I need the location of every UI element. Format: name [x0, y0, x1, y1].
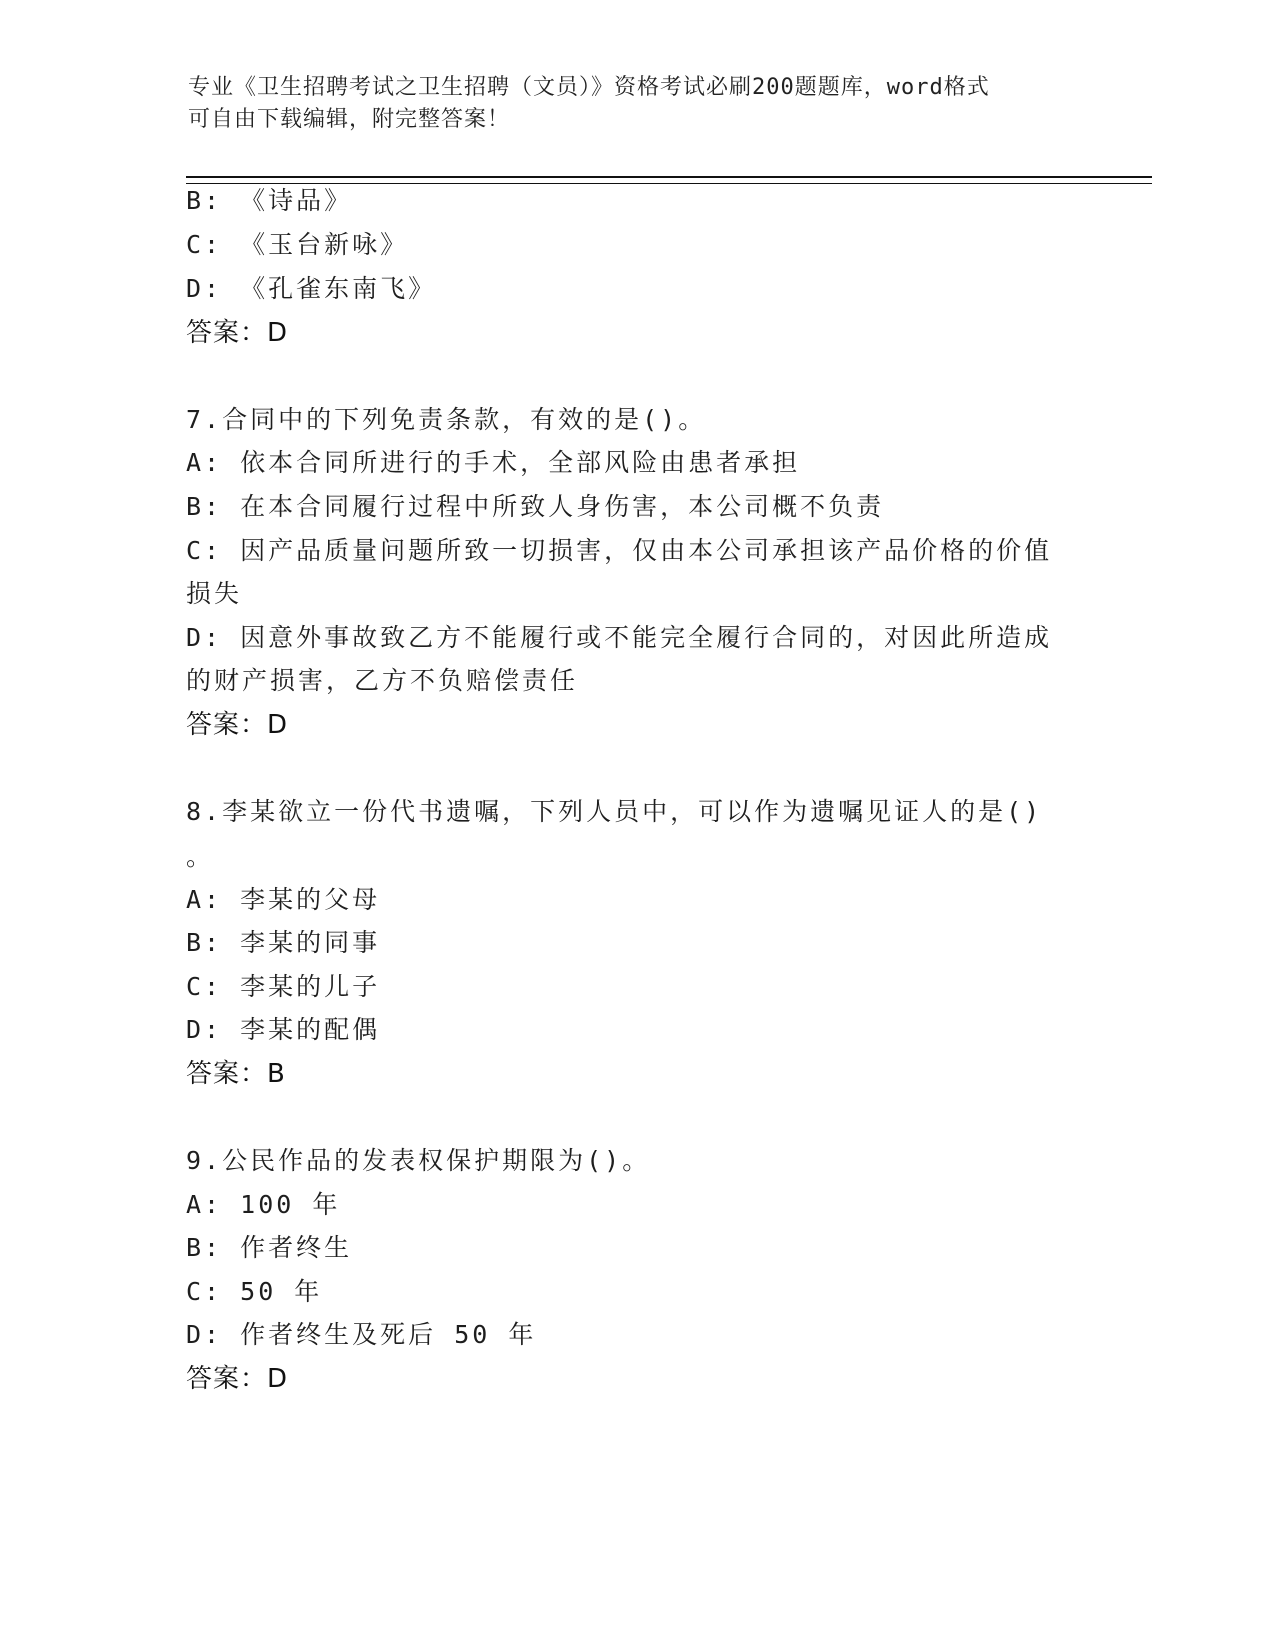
question-8-stem-continued: 。 [186, 842, 215, 871]
question-8-option-a: A: 李某的父母 [186, 885, 381, 914]
header-line-2: 可自由下载编辑，附完整答案！ [188, 107, 511, 132]
question-9-option-c: C: 50 年 [186, 1277, 323, 1306]
question-9-stem: 9.公民作品的发表权保护期限为()。 [186, 1146, 651, 1175]
question-8-stem: 8.李某欲立一份代书遗嘱，下列人员中，可以作为遗嘱见证人的是() [186, 797, 1043, 826]
prev-question-option-b: B: 《诗品》 [186, 186, 353, 215]
question-7-option-b: B: 在本合同履行过程中所致人身伤害，本公司概不负责 [186, 492, 885, 521]
question-7-option-d: D: 因意外事故致乙方不能履行或不能完全履行合同的，对因此所造成 [186, 623, 1053, 652]
question-7-answer: 答案：D [186, 710, 289, 740]
question-9-option-b: B: 作者终生 [186, 1233, 353, 1262]
prev-question-answer: 答案：D [186, 318, 289, 348]
header-line-1: 专业《卫生招聘考试之卫生招聘（文员）》资格考试必刷200题题库，word格式 [188, 75, 990, 100]
question-7-option-c: C: 因产品质量问题所致一切损害，仅由本公司承担该产品价格的价值 [186, 536, 1053, 565]
question-9-answer: 答案：D [186, 1364, 289, 1394]
question-7-option-a: A: 依本合同所进行的手术，全部风险由患者承担 [186, 448, 801, 477]
question-7-option-c-continued: 损失 [186, 579, 243, 608]
question-7-option-d-continued: 的财产损害，乙方不负赔偿责任 [186, 666, 579, 695]
question-8-option-c: C: 李某的儿子 [186, 972, 381, 1001]
prev-question-option-d: D: 《孔雀东南飞》 [186, 274, 437, 303]
prev-question-option-c: C: 《玉台新咏》 [186, 230, 409, 259]
question-9-option-a: A: 100 年 [186, 1190, 341, 1219]
question-8-option-d: D: 李某的配偶 [186, 1015, 381, 1044]
question-9-option-d: D: 作者终生及死后 50 年 [186, 1320, 537, 1349]
question-8-answer: 答案：B [186, 1059, 286, 1089]
header-divider [186, 176, 1152, 184]
question-7-stem: 7.合同中的下列免责条款，有效的是()。 [186, 405, 707, 434]
document-header [188, 72, 1078, 136]
question-8-option-b: B: 李某的同事 [186, 928, 381, 957]
